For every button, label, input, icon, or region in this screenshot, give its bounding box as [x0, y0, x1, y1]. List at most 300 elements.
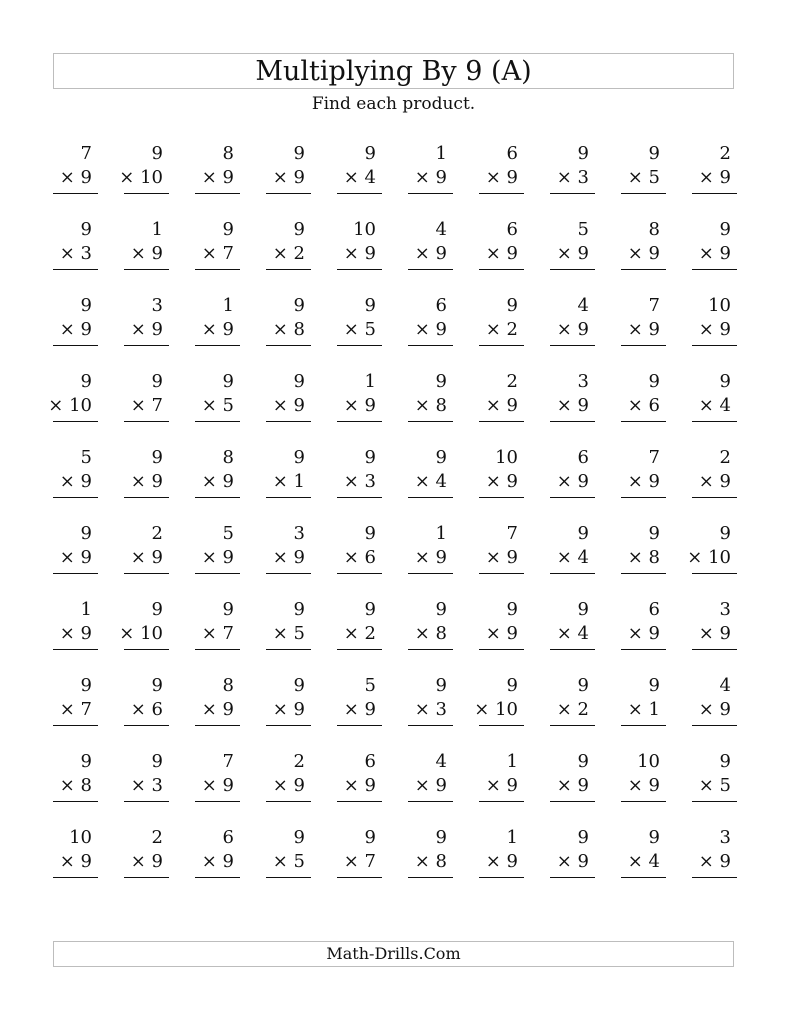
answer-line — [408, 877, 453, 878]
problem-bottom-number: 9 — [577, 395, 589, 416]
multiply-sign: × — [485, 395, 501, 416]
answer-line — [550, 269, 595, 270]
problem-top-number: 10 — [495, 447, 518, 468]
multiply-sign: × — [414, 699, 430, 720]
answer-line — [195, 269, 240, 270]
multiply-sign: × — [59, 623, 75, 644]
problem — [124, 295, 169, 350]
problem-top-number: 7 — [648, 295, 660, 316]
problem-top-number: 9 — [577, 827, 589, 848]
problem-top-number: 9 — [435, 371, 447, 392]
problem — [124, 371, 169, 426]
problem-top-number: 9 — [80, 295, 92, 316]
problem-bottom-number: 9 — [222, 471, 234, 492]
multiply-sign: × — [59, 547, 75, 568]
multiply-sign: × — [474, 699, 490, 720]
answer-line — [53, 345, 98, 346]
multiply-sign: × — [343, 395, 359, 416]
multiply-sign: × — [485, 167, 501, 188]
answer-line — [195, 345, 240, 346]
problem-multiplier — [273, 623, 305, 645]
answer-line — [266, 497, 311, 498]
problem-top-number: 9 — [435, 447, 447, 468]
answer-line — [337, 497, 382, 498]
problem-bottom-number: 9 — [435, 319, 447, 340]
answer-line — [621, 193, 666, 194]
problem-multiplier — [131, 775, 163, 797]
problem-multiplier — [119, 167, 163, 189]
problem-multiplier — [628, 851, 660, 873]
problem — [621, 447, 666, 502]
problem-multiplier — [628, 699, 660, 721]
multiply-sign: × — [485, 851, 501, 872]
problem-multiplier — [202, 547, 234, 569]
problem-bottom-number: 3 — [435, 699, 447, 720]
problem-top-number: 9 — [293, 143, 305, 164]
answer-line — [550, 725, 595, 726]
problem-top-number: 9 — [80, 523, 92, 544]
problem-bottom-number: 9 — [364, 775, 376, 796]
problem — [266, 219, 311, 274]
answer-line — [479, 193, 524, 194]
problem-bottom-number: 1 — [293, 471, 305, 492]
problem-multiplier — [344, 471, 376, 493]
answer-line — [550, 573, 595, 574]
problem — [479, 751, 524, 806]
answer-line — [408, 725, 453, 726]
problem-multiplier — [131, 471, 163, 493]
answer-line — [266, 345, 311, 346]
multiply-sign: × — [343, 547, 359, 568]
problem — [124, 523, 169, 578]
answer-line — [550, 497, 595, 498]
problem-top-number: 1 — [435, 143, 447, 164]
problem — [53, 295, 98, 350]
answer-line — [621, 345, 666, 346]
problem-multiplier — [273, 547, 305, 569]
answer-line — [621, 649, 666, 650]
multiply-sign: × — [201, 623, 217, 644]
answer-line — [266, 877, 311, 878]
answer-line — [692, 801, 737, 802]
problem-bottom-number: 9 — [719, 623, 731, 644]
problem-top-number: 9 — [506, 295, 518, 316]
problem-bottom-number: 9 — [577, 471, 589, 492]
problem-bottom-number: 4 — [364, 167, 376, 188]
problem — [53, 675, 98, 730]
problem — [195, 447, 240, 502]
problem-multiplier — [699, 775, 731, 797]
problem-bottom-number: 9 — [151, 471, 163, 492]
answer-line — [337, 877, 382, 878]
problem — [474, 675, 524, 730]
answer-line — [266, 725, 311, 726]
answer-line — [479, 345, 524, 346]
problem-multiplier — [202, 699, 234, 721]
problem-bottom-number: 9 — [222, 851, 234, 872]
problem-bottom-number: 9 — [435, 547, 447, 568]
problem — [687, 523, 737, 578]
problem-multiplier — [557, 851, 589, 873]
problem — [550, 219, 595, 274]
multiply-sign: × — [201, 699, 217, 720]
problem-top-number: 9 — [293, 447, 305, 468]
problem-top-number: 9 — [80, 219, 92, 240]
multiply-sign: × — [201, 851, 217, 872]
problem-multiplier — [699, 243, 731, 265]
problem — [337, 751, 382, 806]
problem-bottom-number: 6 — [648, 395, 660, 416]
multiply-sign: × — [59, 851, 75, 872]
problem-bottom-number: 8 — [435, 851, 447, 872]
problem-top-number: 10 — [69, 827, 92, 848]
multiply-sign: × — [698, 471, 714, 492]
problem — [337, 447, 382, 502]
problem-bottom-number: 9 — [648, 623, 660, 644]
problem-top-number: 3 — [151, 295, 163, 316]
problem-top-number: 9 — [364, 295, 376, 316]
problem-multiplier — [557, 775, 589, 797]
problem-bottom-number: 9 — [506, 395, 518, 416]
answer-line — [479, 725, 524, 726]
multiply-sign: × — [59, 775, 75, 796]
answer-line — [408, 497, 453, 498]
problem-bottom-number: 10 — [708, 547, 731, 568]
answer-line — [408, 421, 453, 422]
problem — [692, 675, 737, 730]
answer-line — [337, 345, 382, 346]
problem-multiplier — [557, 547, 589, 569]
answer-line — [479, 573, 524, 574]
problem-top-number: 1 — [151, 219, 163, 240]
multiply-sign: × — [485, 243, 501, 264]
problem — [550, 295, 595, 350]
problem — [124, 827, 169, 882]
problem-bottom-number: 9 — [293, 547, 305, 568]
problem — [124, 751, 169, 806]
multiply-sign: × — [59, 167, 75, 188]
problem — [408, 827, 453, 882]
problem-top-number: 9 — [151, 143, 163, 164]
problem — [621, 827, 666, 882]
problem-multiplier — [273, 471, 305, 493]
problem-top-number: 1 — [506, 827, 518, 848]
problem-top-number: 9 — [364, 827, 376, 848]
answer-line — [337, 193, 382, 194]
multiply-sign: × — [414, 243, 430, 264]
answer-line — [124, 801, 169, 802]
problem-bottom-number: 9 — [648, 471, 660, 492]
problem-multiplier — [344, 395, 376, 417]
answer-line — [195, 649, 240, 650]
problem-multiplier — [628, 167, 660, 189]
problem-multiplier — [344, 851, 376, 873]
problem — [479, 827, 524, 882]
multiply-sign: × — [687, 547, 703, 568]
problem-top-number: 6 — [435, 295, 447, 316]
problem — [621, 751, 666, 806]
answer-line — [692, 573, 737, 574]
problem-multiplier — [273, 699, 305, 721]
problem-top-number: 9 — [293, 675, 305, 696]
problem-multiplier — [699, 167, 731, 189]
problem-multiplier — [486, 851, 518, 873]
problem — [53, 751, 98, 806]
problem-multiplier — [699, 851, 731, 873]
problem — [408, 143, 453, 198]
answer-line — [53, 725, 98, 726]
multiply-sign: × — [556, 319, 572, 340]
multiply-sign: × — [698, 851, 714, 872]
problem-bottom-number: 5 — [719, 775, 731, 796]
problem-bottom-number: 10 — [140, 167, 163, 188]
answer-line — [692, 269, 737, 270]
problem-bottom-number: 9 — [151, 243, 163, 264]
problem-multiplier — [344, 319, 376, 341]
multiply-sign: × — [272, 623, 288, 644]
problem-top-number: 5 — [577, 219, 589, 240]
answer-line — [53, 193, 98, 194]
problem-top-number: 9 — [577, 599, 589, 620]
problem-top-number: 9 — [577, 751, 589, 772]
problem-top-number: 9 — [222, 219, 234, 240]
answer-line — [124, 573, 169, 574]
multiply-sign: × — [627, 243, 643, 264]
multiply-sign: × — [201, 167, 217, 188]
problem-bottom-number: 9 — [506, 851, 518, 872]
problem — [124, 219, 169, 274]
problem-top-number: 9 — [577, 523, 589, 544]
problem-multiplier — [60, 319, 92, 341]
answer-line — [479, 801, 524, 802]
problem-bottom-number: 9 — [577, 775, 589, 796]
problem-multiplier — [415, 319, 447, 341]
problem — [621, 599, 666, 654]
problem — [266, 599, 311, 654]
multiply-sign: × — [698, 395, 714, 416]
multiply-sign: × — [556, 471, 572, 492]
problem-top-number: 9 — [506, 599, 518, 620]
answer-line — [550, 801, 595, 802]
problem-top-number: 2 — [293, 751, 305, 772]
problem-top-number: 9 — [719, 523, 731, 544]
problem-bottom-number: 5 — [222, 395, 234, 416]
problem-top-number: 9 — [364, 143, 376, 164]
multiply-sign: × — [485, 775, 501, 796]
problem — [408, 219, 453, 274]
problem — [53, 827, 98, 882]
multiply-sign: × — [343, 623, 359, 644]
multiply-sign: × — [627, 167, 643, 188]
multiply-sign: × — [130, 851, 146, 872]
problem-top-number: 9 — [80, 675, 92, 696]
answer-line — [53, 573, 98, 574]
answer-line — [124, 193, 169, 194]
problem — [550, 523, 595, 578]
problem-grid — [48, 143, 736, 903]
multiply-sign: × — [201, 471, 217, 492]
problem — [408, 523, 453, 578]
problem-multiplier — [486, 775, 518, 797]
problem-multiplier — [628, 547, 660, 569]
answer-line — [550, 421, 595, 422]
problem — [195, 219, 240, 274]
problem-top-number: 9 — [151, 751, 163, 772]
problem-top-number: 9 — [719, 751, 731, 772]
answer-line — [266, 421, 311, 422]
multiply-sign: × — [119, 623, 135, 644]
problem-bottom-number: 9 — [435, 775, 447, 796]
multiply-sign: × — [627, 775, 643, 796]
footer-credit: Math-Drills.Com — [53, 941, 734, 967]
problem-multiplier — [131, 243, 163, 265]
multiply-sign: × — [130, 319, 146, 340]
problem — [195, 295, 240, 350]
problem-top-number: 10 — [637, 751, 660, 772]
problem-multiplier — [486, 167, 518, 189]
problem — [337, 143, 382, 198]
answer-line — [124, 269, 169, 270]
multiply-sign: × — [414, 319, 430, 340]
multiply-sign: × — [627, 395, 643, 416]
problem-multiplier — [628, 395, 660, 417]
problem-multiplier — [486, 243, 518, 265]
problem-bottom-number: 7 — [151, 395, 163, 416]
problem-top-number: 1 — [364, 371, 376, 392]
multiply-sign: × — [414, 851, 430, 872]
problem-bottom-number: 9 — [80, 851, 92, 872]
problem — [692, 295, 737, 350]
multiply-sign: × — [698, 319, 714, 340]
problem-bottom-number: 9 — [577, 319, 589, 340]
problem-top-number: 9 — [293, 371, 305, 392]
problem-bottom-number: 7 — [222, 243, 234, 264]
problem — [266, 447, 311, 502]
problem-bottom-number: 9 — [364, 395, 376, 416]
answer-line — [266, 573, 311, 574]
multiply-sign: × — [627, 699, 643, 720]
problem-top-number: 9 — [293, 219, 305, 240]
problem — [621, 295, 666, 350]
problem — [621, 143, 666, 198]
multiply-sign: × — [272, 395, 288, 416]
problem-top-number: 8 — [222, 675, 234, 696]
problem — [550, 143, 595, 198]
problem-bottom-number: 9 — [151, 547, 163, 568]
multiply-sign: × — [698, 167, 714, 188]
answer-line — [621, 801, 666, 802]
answer-line — [124, 345, 169, 346]
problem-multiplier — [119, 623, 163, 645]
answer-line — [692, 345, 737, 346]
multiply-sign: × — [485, 547, 501, 568]
problem — [53, 523, 98, 578]
problem-top-number: 4 — [577, 295, 589, 316]
problem-bottom-number: 9 — [222, 319, 234, 340]
problem-multiplier — [699, 471, 731, 493]
problem-multiplier — [415, 167, 447, 189]
answer-line — [550, 193, 595, 194]
multiply-sign: × — [343, 699, 359, 720]
answer-line — [408, 573, 453, 574]
multiply-sign: × — [556, 547, 572, 568]
problem — [266, 295, 311, 350]
multiply-sign: × — [627, 471, 643, 492]
problem-top-number: 7 — [222, 751, 234, 772]
problem — [337, 371, 382, 426]
problem-multiplier — [60, 167, 92, 189]
problem-bottom-number: 8 — [293, 319, 305, 340]
problem — [408, 599, 453, 654]
problem-bottom-number: 9 — [719, 243, 731, 264]
problem — [408, 295, 453, 350]
problem — [337, 219, 382, 274]
multiply-sign: × — [485, 319, 501, 340]
problem-multiplier — [486, 623, 518, 645]
problem-bottom-number: 9 — [506, 547, 518, 568]
problem-multiplier — [486, 319, 518, 341]
problem-multiplier — [60, 699, 92, 721]
multiply-sign: × — [414, 623, 430, 644]
problem-bottom-number: 9 — [364, 243, 376, 264]
problem — [479, 371, 524, 426]
problem-multiplier — [557, 167, 589, 189]
problem-multiplier — [60, 471, 92, 493]
problem-multiplier — [273, 319, 305, 341]
multiply-sign: × — [556, 699, 572, 720]
problem-top-number: 9 — [293, 599, 305, 620]
problem-bottom-number: 4 — [648, 851, 660, 872]
multiply-sign: × — [48, 395, 64, 416]
problem-multiplier — [202, 775, 234, 797]
problem-top-number: 9 — [151, 599, 163, 620]
problem — [550, 371, 595, 426]
problem-bottom-number: 9 — [293, 775, 305, 796]
problem-bottom-number: 8 — [435, 623, 447, 644]
multiply-sign: × — [556, 243, 572, 264]
problem-top-number: 2 — [719, 143, 731, 164]
problem-top-number: 9 — [293, 827, 305, 848]
problem — [408, 751, 453, 806]
multiply-sign: × — [698, 699, 714, 720]
problem — [479, 295, 524, 350]
problem-top-number: 1 — [222, 295, 234, 316]
multiply-sign: × — [59, 243, 75, 264]
problem — [550, 599, 595, 654]
problem-top-number: 4 — [719, 675, 731, 696]
problem-multiplier — [699, 699, 731, 721]
problem-bottom-number: 9 — [506, 243, 518, 264]
problem-top-number: 9 — [648, 827, 660, 848]
problem-top-number: 2 — [506, 371, 518, 392]
problem-multiplier — [273, 775, 305, 797]
problem-bottom-number: 4 — [577, 547, 589, 568]
problem — [195, 751, 240, 806]
multiply-sign: × — [343, 851, 359, 872]
multiply-sign: × — [698, 775, 714, 796]
problem-multiplier — [344, 547, 376, 569]
multiply-sign: × — [130, 395, 146, 416]
problem-bottom-number: 9 — [506, 623, 518, 644]
answer-line — [692, 421, 737, 422]
problem — [692, 751, 737, 806]
problem — [479, 523, 524, 578]
problem-top-number: 9 — [293, 295, 305, 316]
answer-line — [692, 193, 737, 194]
problem-bottom-number: 3 — [364, 471, 376, 492]
problem-multiplier — [202, 851, 234, 873]
multiply-sign: × — [272, 775, 288, 796]
